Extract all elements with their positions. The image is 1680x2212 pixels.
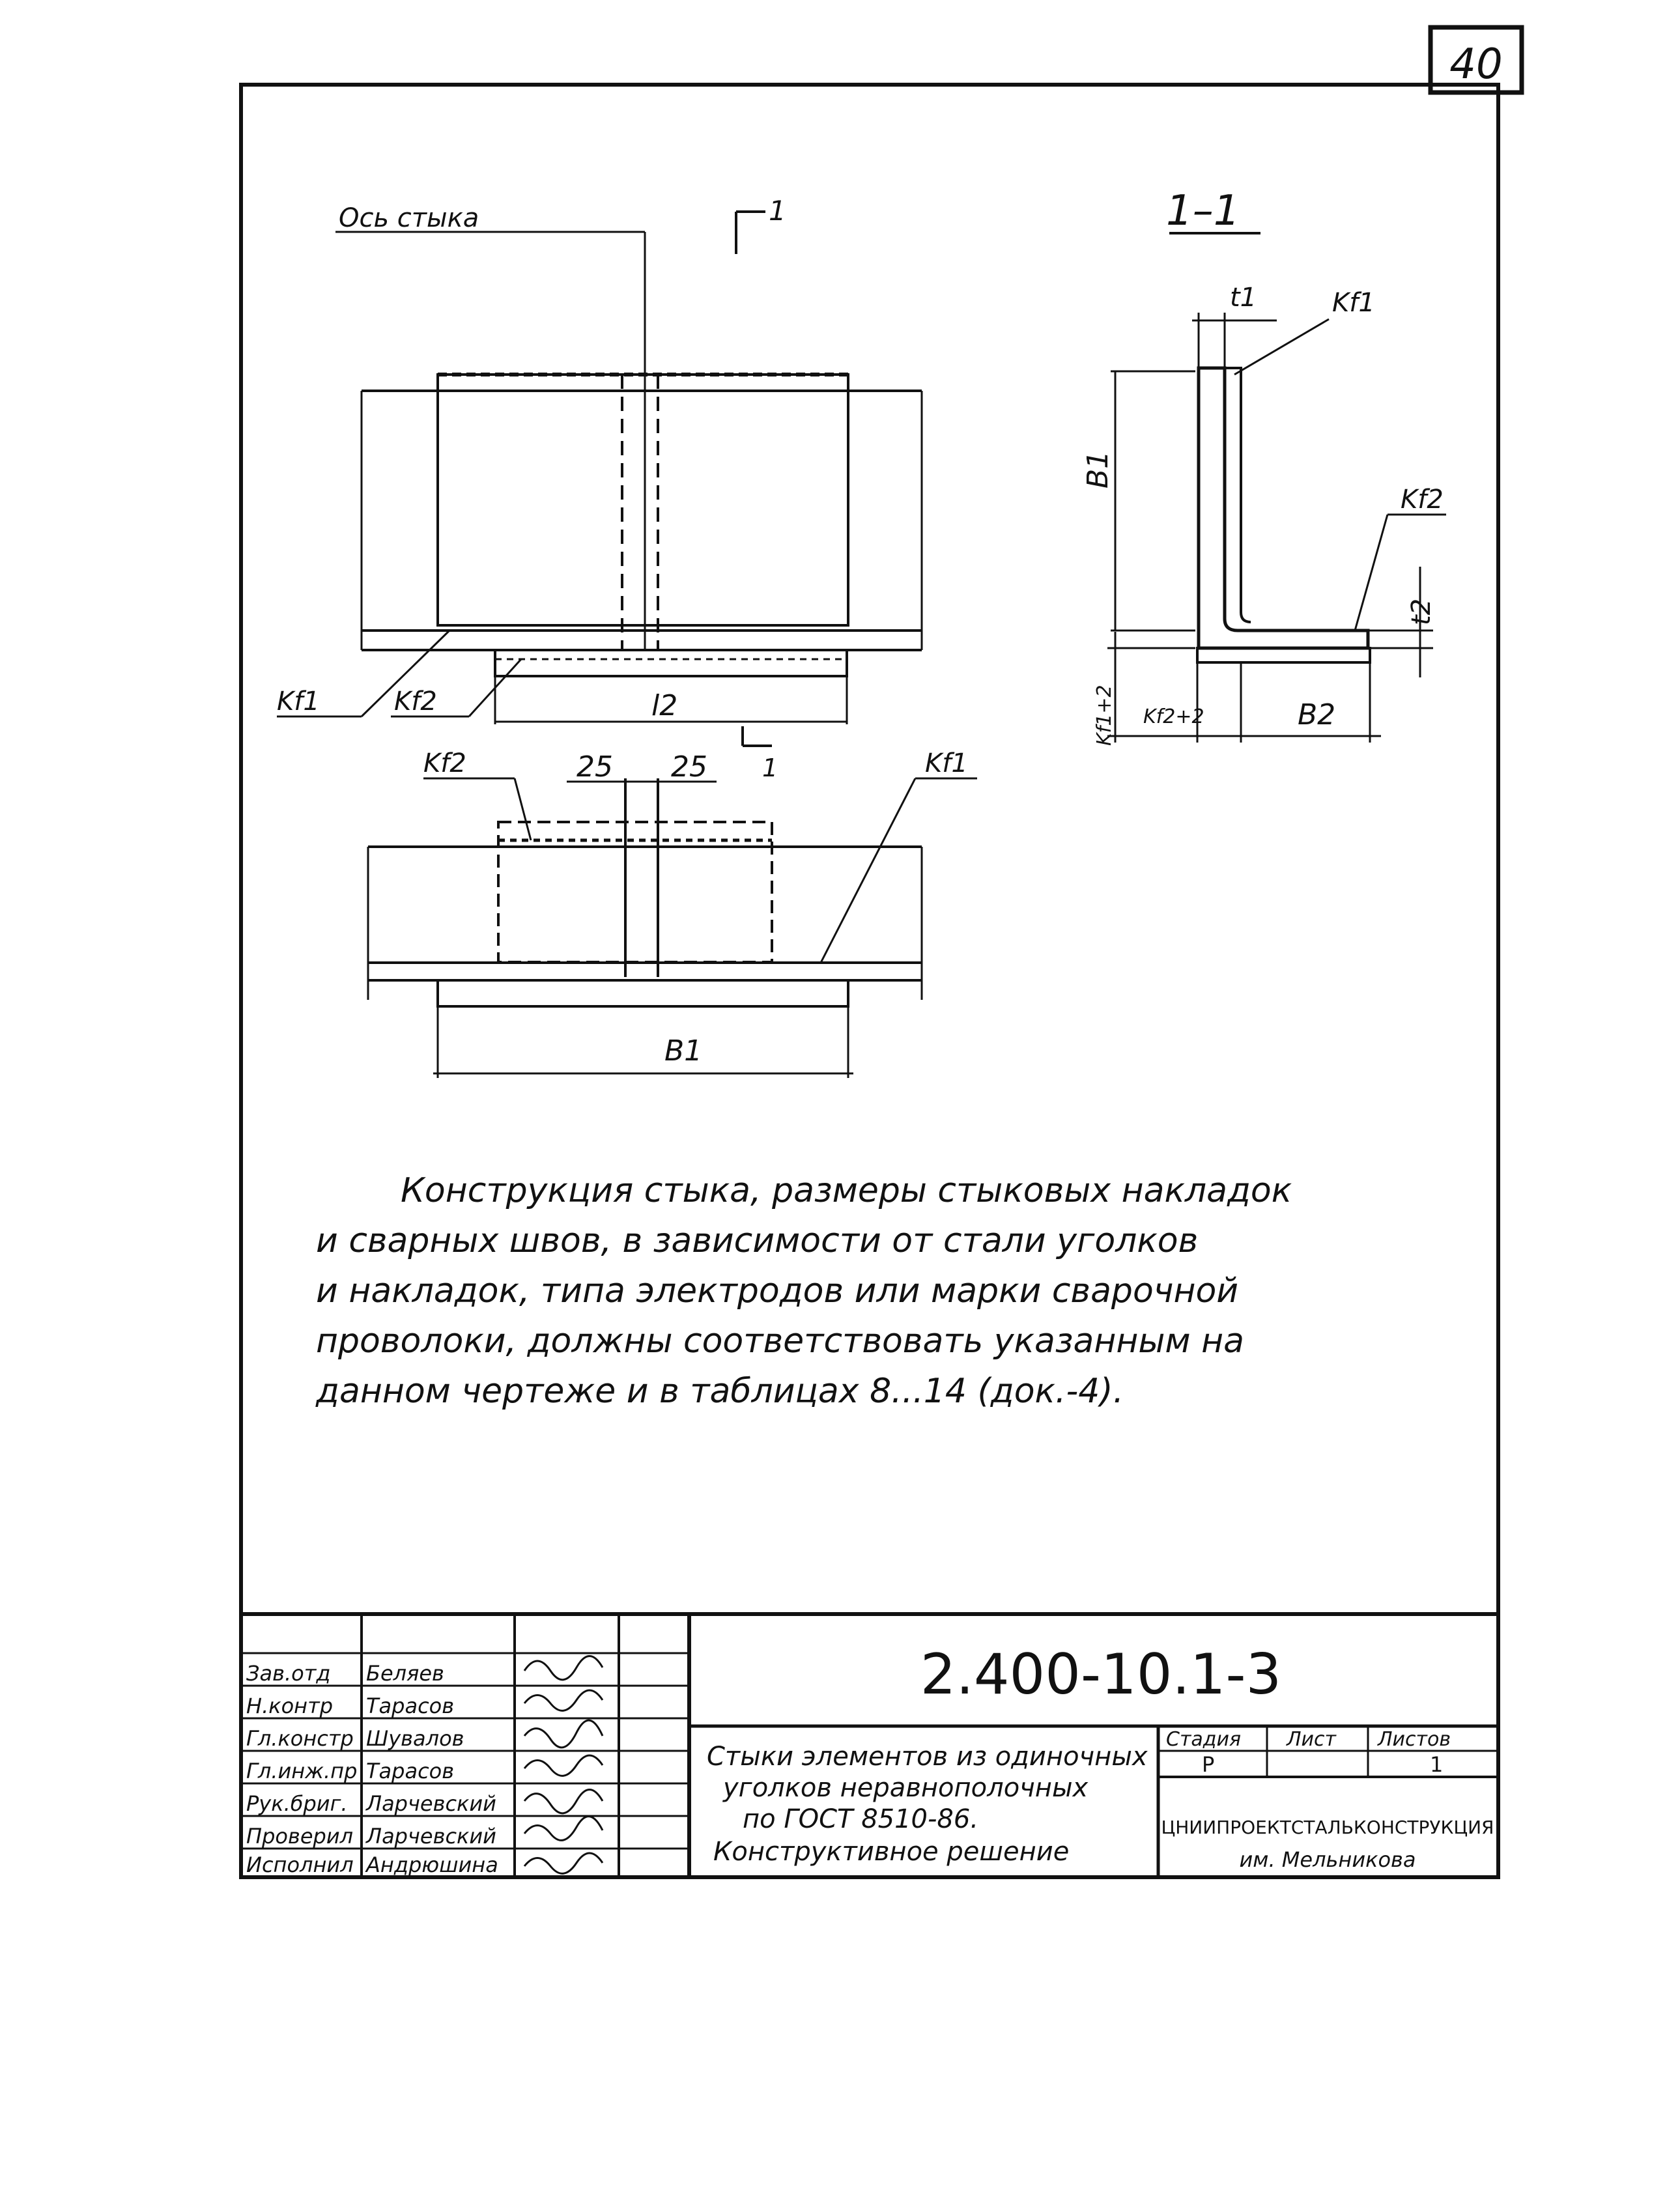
name-6: Ларчевский — [366, 1824, 496, 1849]
construction-note — [315, 1171, 1292, 1411]
dim-b1-lower: B1 — [664, 1034, 703, 1068]
label-kf1-plan: Kf1 — [277, 687, 320, 716]
sheet-header: Лист — [1287, 1728, 1337, 1751]
dim-25-right: 25 — [671, 750, 707, 784]
note-line-3: и накладок, типа электродов или марки сварочной — [316, 1271, 1239, 1311]
signatures — [524, 1656, 603, 1874]
dim-b1: B1 — [1081, 450, 1115, 489]
sheets-value: 1 — [1430, 1752, 1444, 1777]
note-line-5: данном чертеже и в таблицах 8...14 (док.-4). — [316, 1372, 1124, 1411]
plan-view-lower — [368, 748, 977, 1078]
dim-t1: t1 — [1230, 283, 1257, 313]
role-4: Гл.инж.пр — [246, 1759, 358, 1783]
doc-code: 2.400-10.1-3 — [920, 1642, 1282, 1707]
dim-b2: B2 — [1298, 698, 1336, 731]
title-line-4: Конструктивное решение — [713, 1837, 1070, 1867]
sheet-number: 40 — [1449, 40, 1503, 89]
label-kf1-section: Kf1 — [1332, 288, 1375, 318]
name-1: Беляев — [366, 1661, 444, 1686]
role-2: Н.контр — [246, 1694, 334, 1718]
org-line-1: ЦНИИПРОЕКТСТАЛЬКОНСТРУКЦИЯ — [1161, 1817, 1494, 1838]
dim-l2: l2 — [651, 689, 678, 722]
note-line-2: и сварных швов, в зависимости от стали уголков — [316, 1221, 1199, 1260]
role-7: Исполнил — [246, 1852, 354, 1877]
note-line-4: проволоки, должны соответствовать указанным на — [316, 1322, 1245, 1361]
note-line-1: Конструкция стыка, размеры стыковых накладок — [401, 1171, 1292, 1210]
dim-kf2-plus2: Kf2+2 — [1143, 705, 1204, 728]
section-mark-top: 1 — [769, 195, 786, 227]
role-5: Рук.бриг. — [246, 1791, 348, 1816]
section-title: 1–1 — [1166, 187, 1240, 235]
sheets-header: Листов — [1378, 1728, 1451, 1751]
role-1: Зав.отд — [246, 1661, 331, 1686]
title-line-1: Стыки элементов из одиночных — [707, 1742, 1148, 1772]
name-3: Шувалов — [366, 1726, 464, 1751]
section-mark-bottom: 1 — [762, 754, 778, 782]
plan-view — [277, 195, 922, 782]
dim-kf1-plus2: Kf1+2 — [1093, 685, 1116, 746]
title-line-2: уголков неравнополочных — [723, 1773, 1089, 1803]
stage-value: Р — [1202, 1752, 1215, 1777]
dim-25-left: 25 — [577, 750, 613, 784]
label-kf2-lower: Kf2 — [423, 748, 466, 778]
name-5: Ларчевский — [366, 1791, 496, 1816]
name-4: Тарасов — [366, 1759, 455, 1783]
title-line-3: по ГОСТ 8510-86. — [743, 1804, 979, 1834]
role-6: Проверил — [246, 1824, 354, 1849]
org-line-2: им. Мельникова — [1239, 1847, 1416, 1872]
name-2: Тарасов — [366, 1694, 455, 1718]
section-view — [1081, 187, 1446, 746]
role-3: Гл.констр — [246, 1726, 354, 1751]
label-kf2-section: Kf2 — [1401, 485, 1444, 515]
axis-label: Ось стыка — [339, 203, 479, 233]
stage-header: Стадия — [1166, 1728, 1242, 1751]
label-kf2-plan: Kf2 — [394, 687, 437, 716]
name-7: Андрюшина — [366, 1852, 498, 1877]
label-kf1-lower: Kf1 — [925, 748, 968, 778]
title-block — [241, 1614, 1498, 1877]
dim-t2: t2 — [1406, 598, 1436, 625]
